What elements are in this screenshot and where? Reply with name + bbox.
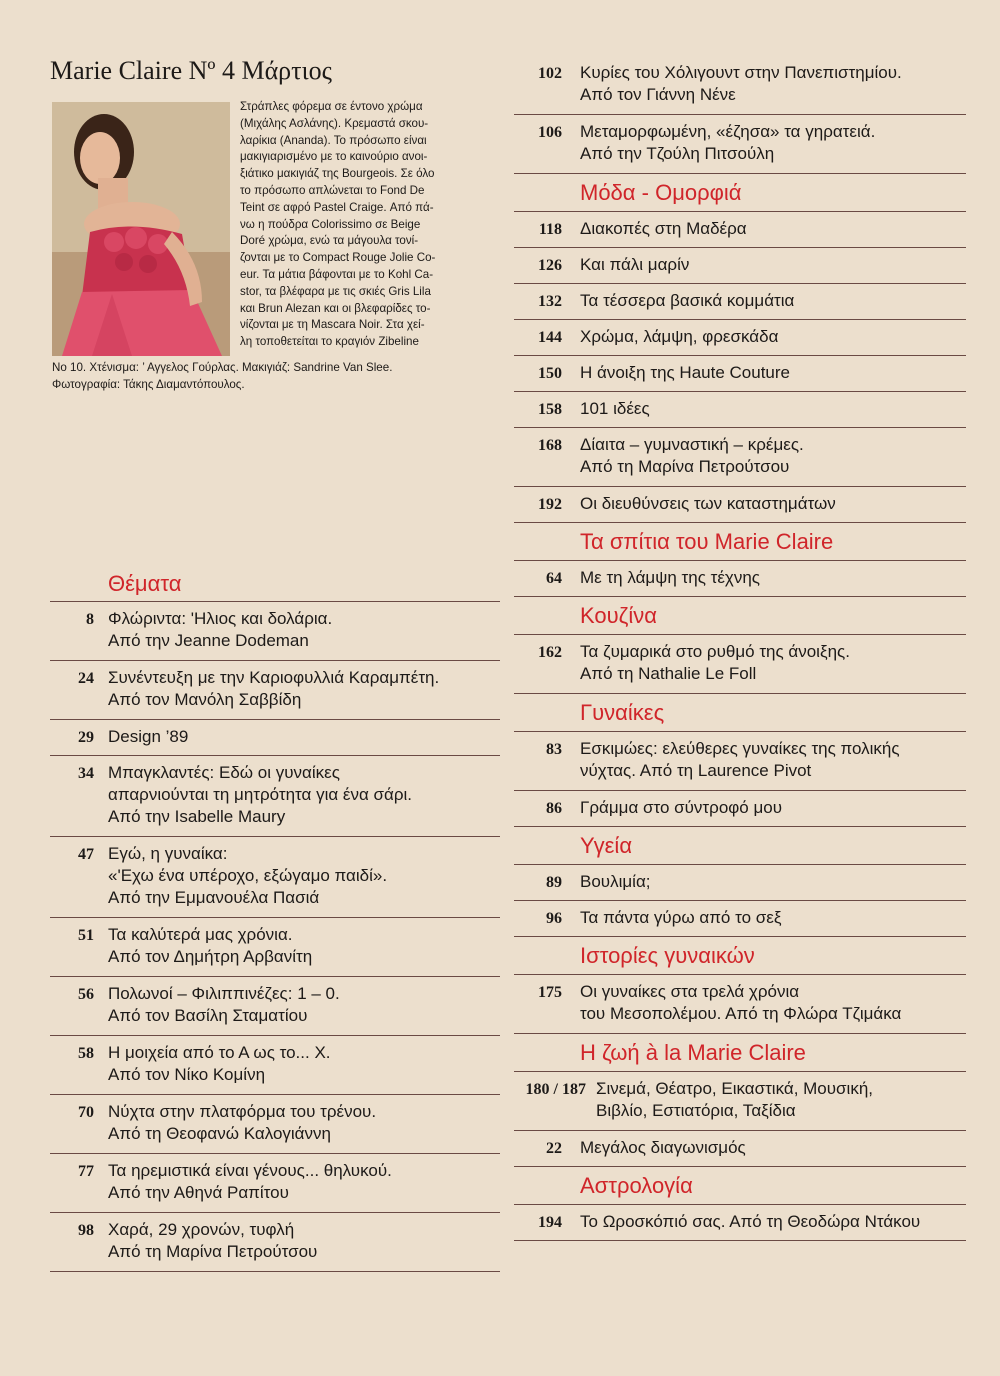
page-number: 144	[538, 329, 562, 346]
entry-line: «'Εχω ένα υπέροχο, εξώγαμο παιδί».	[108, 866, 388, 885]
entry-line: Διακοπές στη Μαδέρα	[580, 219, 747, 238]
caption-line: λαρίκια (Ananda). Το πρόσωπο είναι	[240, 133, 427, 147]
contents-entry[interactable]	[514, 1131, 966, 1167]
magazine-masthead: Marie Claire Nº 4 Μάρτιος	[50, 56, 332, 85]
entry-line: Από τη Μαρίνα Πετρούτσου	[108, 1242, 318, 1261]
page-number: 158	[538, 401, 562, 418]
entry-line: Από την Jeanne Dodeman	[108, 631, 309, 650]
entry-title	[108, 1219, 317, 1263]
caption-line: το πρόσωπο απλώνεται το Fond De	[240, 183, 425, 197]
contents-entry[interactable]	[50, 1213, 500, 1272]
entry-title	[580, 641, 850, 685]
contents-entry[interactable]	[514, 732, 966, 791]
cover-caption-credits	[52, 360, 502, 394]
contents-entry[interactable]	[514, 1072, 966, 1131]
entry-line: Πολωνοί – Φιλιππινέζες: 1 – 0.	[108, 984, 340, 1003]
section-heading: Κουζίνα	[514, 597, 966, 635]
page-number: 102	[538, 65, 562, 82]
entry-title	[108, 843, 387, 909]
contents-entry[interactable]	[514, 115, 966, 174]
entry-title	[596, 1078, 873, 1122]
page-number: 24	[78, 670, 94, 687]
entry-line: Τα πάντα γύρω από το σεξ	[580, 908, 782, 927]
entry-title	[580, 738, 900, 782]
caption-line: νω η πούδρα Colorissimo σε Beige	[240, 217, 421, 231]
entry-title	[108, 762, 412, 828]
caption-line: ξιάτικο μακιγιάζ της Bourgeois. Σε όλο	[240, 167, 435, 181]
caption-line: και Brun Alezan και οι βλεφαρίδες το-	[240, 301, 431, 315]
entry-title	[580, 62, 902, 106]
cover-photo	[52, 102, 230, 356]
entry-line: Τα καλύτερά μας χρόνια.	[108, 925, 293, 944]
contents-entry[interactable]	[50, 977, 500, 1036]
page-number: 29	[78, 729, 94, 746]
caption-line: Στράπλες φόρεμα σε έντονο χρώμα	[240, 100, 423, 113]
entry-title	[580, 907, 781, 929]
page-number: 70	[78, 1104, 94, 1121]
page-number: 150	[538, 365, 562, 382]
caption-line: Doré χρώμα, ενώ τα μάγουλα τονί-	[240, 234, 419, 248]
page-number: 22	[546, 1140, 562, 1157]
cover-model-illustration	[52, 102, 230, 356]
page-number: 83	[546, 741, 562, 758]
section-heading: Αστρολογία	[514, 1167, 966, 1205]
entry-line: Από τον Δημήτρη Αρβανίτη	[108, 947, 313, 966]
contents-entry[interactable]	[514, 1205, 966, 1241]
page-number: 118	[538, 221, 562, 238]
entry-line: νύχτας. Από τη Laurence Pivot	[580, 761, 812, 780]
page-number: 77	[78, 1163, 94, 1180]
page-number: 51	[78, 927, 94, 944]
page-number: 98	[78, 1222, 94, 1239]
entry-line: Κυρίες του Χόλιγουντ στην Πανεπιστημίου.	[580, 63, 902, 82]
caption-line: μακιγιαρισμένο με το καινούριο ανοι-	[240, 150, 428, 164]
entry-line: Μπαγκλαντές: Εδώ οι γυναίκες	[108, 763, 340, 782]
section-heading: Θέματα	[50, 565, 500, 602]
caption-line: stor, τα βλέφαρα με τις σκιές Gris Lila	[240, 284, 431, 298]
entry-title	[108, 1160, 392, 1204]
entry-line: Βιβλίο, Εστιατόρια, Ταξίδια	[596, 1101, 796, 1120]
entry-line: απαρνιούνται τη μητρότητα για ένα σάρι.	[108, 785, 413, 804]
caption-credit-line: Φωτογραφία: Τάκης Διαμαντόπουλος.	[52, 377, 245, 391]
page-number: 58	[78, 1045, 94, 1062]
entry-line: Φλώριντα: 'Ηλιος και δολάρια.	[108, 609, 333, 628]
entry-line: Από την Isabelle Maury	[108, 807, 286, 826]
cover-caption	[240, 99, 500, 351]
entry-title	[580, 871, 651, 893]
entry-line: Τα τέσσερα βασικά κομμάτια	[580, 291, 795, 310]
page-number: 106	[538, 124, 562, 141]
entry-title	[580, 493, 836, 515]
contents-entry[interactable]	[50, 661, 500, 720]
page-number: 86	[546, 800, 562, 817]
contents-entry[interactable]	[50, 1095, 500, 1154]
page-number: 34	[78, 765, 94, 782]
contents-entry[interactable]	[514, 248, 966, 284]
page-number: 162	[538, 644, 562, 661]
entry-line: Από τον Γιάννη Νένε	[580, 85, 736, 104]
contents-entry[interactable]	[514, 320, 966, 356]
contents-entry[interactable]	[514, 791, 966, 827]
entry-line: Τα ηρεμιστικά είναι γένους... θηλυκού.	[108, 1161, 392, 1180]
contents-entry[interactable]	[514, 56, 966, 115]
page-number: 132	[538, 293, 562, 310]
contents-entry[interactable]	[50, 1036, 500, 1095]
contents-right-column	[514, 56, 966, 1241]
caption-line: (Μιχάλης Ασλάνης). Κρεμαστά σκου-	[240, 116, 429, 130]
caption-line: ζονται με το Compact Rouge Jolie Co-	[240, 251, 436, 265]
entry-title	[580, 981, 901, 1025]
entry-line: Μεγάλος διαγωνισμός	[580, 1138, 746, 1157]
entry-line: Γράμμα στο σύντροφό μου	[580, 798, 783, 817]
entry-title	[580, 797, 782, 819]
entry-line: Εσκιμώες: ελεύθερες γυναίκες της πολικής	[580, 739, 900, 758]
caption-line: eur. Τα μάτια βάφονται με το Kohl Ca-	[240, 267, 434, 281]
entry-title	[580, 434, 804, 478]
entry-title	[108, 1101, 376, 1145]
entry-line: Από την Τζούλη Πιτσούλη	[580, 144, 775, 163]
entry-line: Χρώμα, λάμψη, φρεσκάδα	[580, 327, 779, 346]
page-number: 96	[546, 910, 562, 927]
entry-line: Και πάλι μαρίν	[580, 255, 690, 274]
contents-entry[interactable]	[514, 284, 966, 320]
page-number: 47	[78, 846, 94, 863]
caption-credit-line: No 10. Χτένισμα: ’ Αγγελος Γούρλας. Μακιγιάζ: Sandrine Van Slee.	[52, 361, 393, 374]
entry-line: Χαρά, 29 χρονών, τυφλή	[108, 1220, 295, 1239]
page-number: 64	[546, 570, 562, 587]
contents-entry[interactable]	[514, 487, 966, 523]
entry-title	[108, 983, 340, 1027]
section-heading: Η ζωή à la Marie Claire	[514, 1034, 966, 1072]
contents-entry[interactable]	[50, 1154, 500, 1213]
contents-entry[interactable]	[50, 837, 500, 918]
page-number: 56	[78, 986, 94, 1003]
contents-entry[interactable]	[514, 428, 966, 487]
entry-line: Design ’89	[108, 727, 189, 746]
page-number: 168	[538, 437, 562, 454]
contents-entry[interactable]	[514, 561, 966, 597]
entry-line: Η άνοιξη της Haute Couture	[580, 363, 791, 382]
entry-title	[580, 567, 760, 589]
page-number: 175	[538, 984, 562, 1001]
page-number: 89	[546, 874, 562, 891]
entry-title	[580, 1137, 746, 1159]
entry-title	[580, 326, 778, 348]
entry-line: Οι διευθύνσεις των καταστημάτων	[580, 494, 836, 513]
entry-line: Από την Εμμανουέλα Πασιά	[108, 888, 320, 907]
entry-line: του Μεσοπολέμου. Από τη Φλώρα Τζιμάκα	[580, 1004, 902, 1023]
entry-line: Εγώ, η γυναίκα:	[108, 844, 228, 863]
section-heading: Γυναίκες	[514, 694, 966, 732]
contents-entry[interactable]	[514, 865, 966, 901]
contents-entry[interactable]	[514, 635, 966, 694]
contents-entry[interactable]	[514, 975, 966, 1034]
page-number: 192	[538, 496, 562, 513]
entry-line: Η μοιχεία από το Α ως το... Χ.	[108, 1043, 331, 1062]
page-number: 8	[86, 611, 94, 628]
caption-line: λη τοποθετείται το κραγιόν Zibeline	[240, 335, 419, 349]
entry-line: Το Ωροσκόπιό σας. Από τη Θεοδώρα Ντάκου	[580, 1212, 921, 1231]
page-number: 126	[538, 257, 562, 274]
page-number: 194	[538, 1214, 562, 1231]
entry-line: Συνέντευξη με την Καριοφυλλιά Καραμπέτη.	[108, 668, 440, 687]
entry-line: Με τη λάμψη της τέχνης	[580, 568, 760, 587]
entry-title	[108, 667, 439, 711]
entry-line: Οι γυναίκες στα τρελά χρόνια	[580, 982, 800, 1001]
section-heading: Ιστορίες γυναικών	[514, 937, 966, 975]
section-heading: Τα σπίτια του Marie Claire	[514, 523, 966, 561]
entry-title	[580, 362, 790, 384]
entry-line: 101 ιδέες	[580, 399, 650, 418]
section-heading: Υγεία	[514, 827, 966, 865]
contents-entry[interactable]	[514, 392, 966, 428]
caption-line: νίζονται με τη Mascara Noir. Στα χεί-	[240, 318, 425, 332]
contents-left-column	[50, 565, 500, 1272]
entry-title	[108, 1042, 331, 1086]
entry-title	[108, 924, 312, 968]
entry-title	[580, 290, 794, 312]
entry-title	[580, 398, 650, 420]
entry-line: Δίαιτα – γυμναστική – κρέμες.	[580, 435, 804, 454]
entry-line: Από τη Θεοφανώ Καλογιάννη	[108, 1124, 331, 1143]
section-heading: Μόδα - Ομορφιά	[514, 174, 966, 212]
entry-line: Από τη Nathalie Le Foll	[580, 664, 757, 683]
entry-title	[580, 218, 747, 240]
contents-entry[interactable]	[514, 901, 966, 937]
entry-line: Από τον Βασίλη Σταματίου	[108, 1006, 308, 1025]
entry-line: Τα ζυμαρικά στο ρυθμό της άνοιξης.	[580, 642, 850, 661]
page-number: 180 / 187	[525, 1081, 586, 1098]
caption-line: Teint σε αφρό Pastel Craige. Από πά-	[240, 200, 434, 214]
contents-entry[interactable]	[50, 756, 500, 837]
entry-line: Σινεμά, Θέατρο, Εικαστικά, Μουσική,	[596, 1079, 873, 1098]
entry-title	[580, 121, 875, 165]
contents-entry[interactable]	[514, 212, 966, 248]
entry-line: Από τον Νίκο Κομίνη	[108, 1065, 266, 1084]
entry-title	[108, 726, 188, 748]
entry-line: Μεταμορφωμένη, «έζησα» τα γηρατειά.	[580, 122, 876, 141]
entry-title	[580, 1211, 920, 1233]
contents-entry[interactable]	[50, 602, 500, 661]
entry-line: Από τον Μανόλη Σαββίδη	[108, 690, 302, 709]
entry-line: Βουλιμία;	[580, 872, 651, 891]
entry-line: Νύχτα στην πλατφόρμα του τρένου.	[108, 1102, 377, 1121]
entry-line: Από τη Μαρίνα Πετρούτσου	[580, 457, 790, 476]
entry-line: Από την Αθηνά Ραπίτου	[108, 1183, 289, 1202]
contents-entry[interactable]	[514, 356, 966, 392]
entry-title	[580, 254, 689, 276]
entry-title	[108, 608, 332, 652]
contents-entry[interactable]	[50, 918, 500, 977]
contents-entry[interactable]	[50, 720, 500, 756]
